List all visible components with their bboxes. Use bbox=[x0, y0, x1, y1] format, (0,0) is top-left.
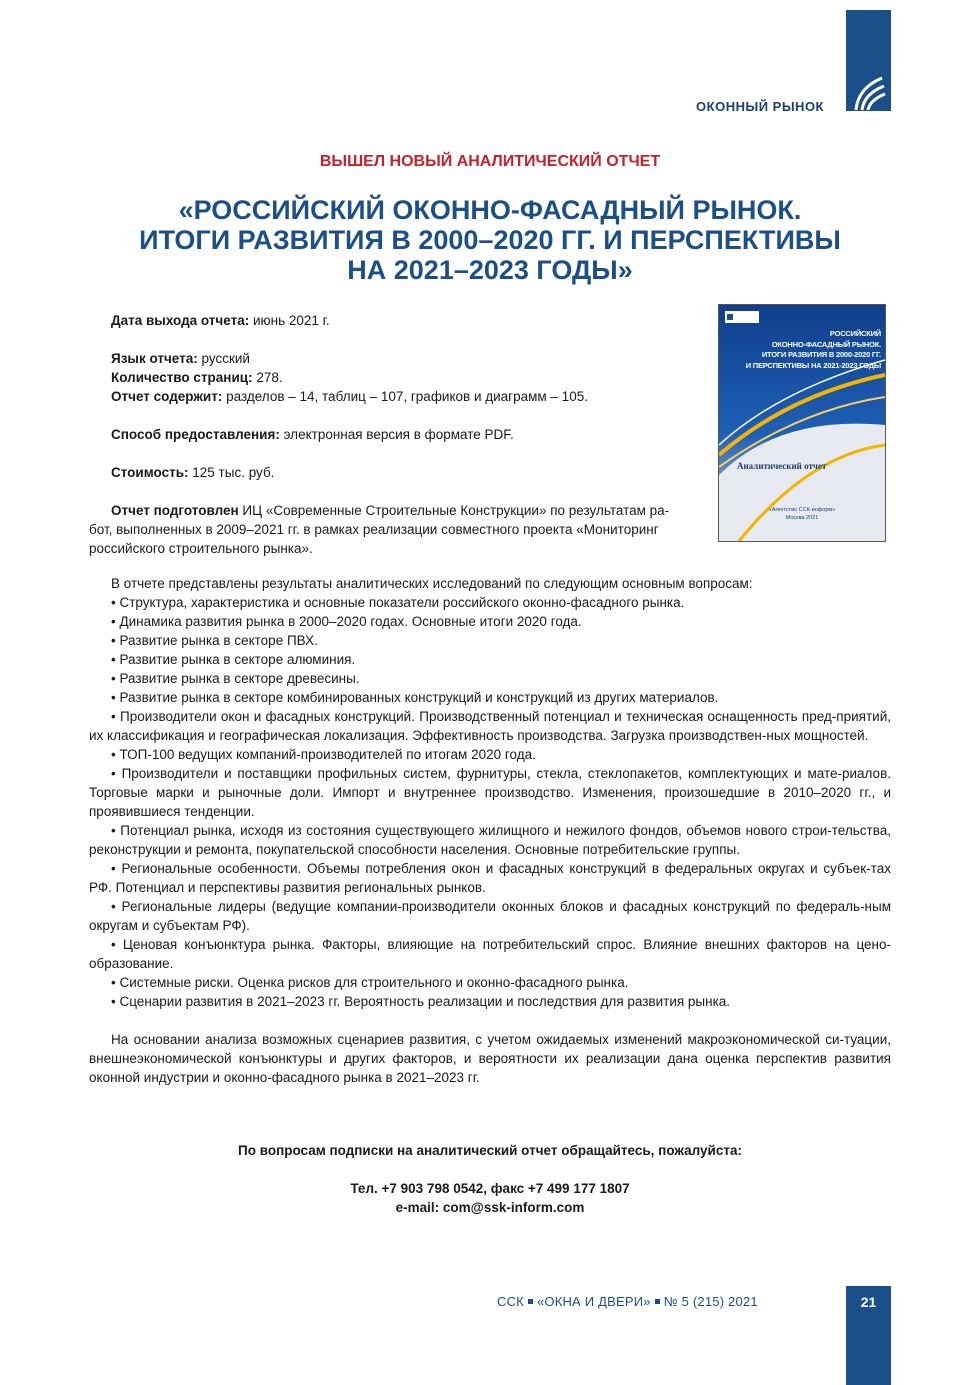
page-count-label: Количество страниц: bbox=[111, 370, 253, 385]
footer-issue: № 5 (215) 2021 bbox=[663, 1294, 758, 1309]
topic-item: • Развитие рынка в секторе ПВХ. bbox=[111, 633, 318, 648]
delivery-method-label: Способ предоставления: bbox=[111, 427, 280, 442]
footer-tab bbox=[846, 1286, 891, 1385]
topic-item: • Ценовая конъюнктура рынка. Факторы, влияющие на потребительский спрос. Влияние внешних факторов на цено-образование. bbox=[89, 937, 891, 971]
topics-list bbox=[89, 593, 891, 1011]
cover-title bbox=[746, 329, 881, 371]
topic-item: • Развитие рынка в секторе алюминия. bbox=[111, 652, 356, 667]
prepared-by-value: ИЦ «Современные Строительные Конструкции» по результатам ра- bbox=[238, 503, 670, 518]
topic-item: • Производители окон и фасадных конструкций. Производственный потенциал и техническая оснащенность пред-приятий, их классификация и географическая локализация. Эффективность производства. Загрузка производствен-ных мощностей. bbox=[89, 709, 891, 743]
headline bbox=[60, 195, 920, 285]
section-title: ОКОННЫЙ РЫНОК bbox=[696, 99, 824, 114]
topics-intro: В отчете представлены результаты аналитических исследований по следующим основным вопросам: bbox=[111, 576, 753, 591]
cover-publisher bbox=[719, 506, 885, 522]
headline-line: НА 2021–2023 ГОДЫ» bbox=[347, 255, 633, 285]
conclusion: На основании анализа возможных сценариев развития, с учетом ожидаемых изменений макроэкономической си-туации, внешнеэкономической конъюнктуры и других факторов, и вероятности их реализации дана оценка перспектив развития оконной индустрии и оконно-фасадного рынка в 2021–2023 гг. bbox=[89, 1032, 891, 1085]
topic-item: • Развитие рынка в секторе древесины. bbox=[111, 671, 360, 686]
prepared-by-line: бот, выполненных в 2009–2021 гг. в рамках реализации совместного проекта «Мониторинг bbox=[89, 522, 659, 537]
release-date-value: июнь 2021 г. bbox=[249, 313, 330, 328]
topic-item: • Сценарии развития в 2021–2023 гг. Вероятность реализации и последствия для развития рынка. bbox=[111, 994, 731, 1009]
report-contents bbox=[89, 387, 699, 406]
headline-line: «РОССИЙСКИЙ ОКОННО-ФАСАДНЫЙ РЫНОК. bbox=[178, 195, 802, 225]
prepared-by-label: Отчет подготовлен bbox=[111, 503, 239, 518]
cover-title-line: РОССИЙСКИЙ bbox=[829, 329, 881, 338]
kicker: ВЫШЕЛ НОВЫЙ АНАЛИТИЧЕСКИЙ ОТЧЕТ bbox=[319, 153, 661, 170]
ssk-logo-icon bbox=[852, 70, 886, 114]
cover-subtitle: Аналитический отчет bbox=[737, 461, 827, 471]
square-bullet-icon bbox=[655, 1299, 660, 1304]
contact-prompt: По вопросам подписки на аналитический отчет обращайтесь, пожалуйста: bbox=[238, 1143, 742, 1158]
footer-publisher: ССК bbox=[497, 1294, 524, 1309]
cover-city-year: Москва 2021 bbox=[785, 515, 819, 521]
header-tab bbox=[846, 10, 891, 111]
square-bullet-icon bbox=[528, 1299, 533, 1304]
release-date bbox=[89, 311, 699, 330]
page-count bbox=[89, 368, 699, 387]
topic-item: • Структура, характеристика и основные показатели российского оконно-фасадного рынка. bbox=[111, 595, 685, 610]
price-label: Стоимость: bbox=[111, 465, 189, 480]
footer-publication bbox=[497, 1294, 758, 1309]
report-cover-image bbox=[718, 304, 886, 542]
delivery-method bbox=[89, 425, 699, 444]
topic-item: • Динамика развития рынка в 2000–2020 годах. Основные итоги 2020 года. bbox=[111, 614, 582, 629]
topic-item: • Потенциал рынка, исходя из состояния существующего жилищного и нежилого фондов, объемов нового строи-тельства, реконструкции и ремонта, покупательской способности населения. Основные потребительские группы. bbox=[89, 823, 891, 857]
page-count-value: 278. bbox=[252, 370, 283, 385]
cover-title-line: ИТОГИ РАЗВИТИЯ В 2000-2020 ГГ. bbox=[761, 350, 881, 359]
report-language-label: Язык отчета: bbox=[111, 351, 198, 366]
report-language-value: русский bbox=[197, 351, 250, 366]
delivery-method-value: электронная версия в формате PDF. bbox=[279, 427, 514, 442]
report-language bbox=[89, 349, 699, 368]
prepared-by bbox=[89, 501, 699, 520]
report-meta bbox=[89, 311, 699, 558]
footer-magazine: «ОКНА И ДВЕРИ» bbox=[536, 1294, 651, 1309]
topic-item: • Производители и поставщики профильных систем, фурнитуры, стекла, стеклопакетов, комплектующих и мате-риалов. Торговые марки и рыночные доли. Импорт и внутреннее производство. Изменения, произошедшие в 2010–2020 гг., и проявившиеся тенденции. bbox=[89, 766, 891, 819]
cover-title-line: И ПЕРСПЕКТИВЫ НА 2021-2023 ГОДЫ bbox=[745, 360, 881, 370]
topic-item: • Региональные особенности. Объемы потребления окон и фасадных конструкций в федеральных округах и субъек-тах РФ. Потенциал и перспективы развития региональных рынков. bbox=[89, 861, 891, 895]
release-date-label: Дата выхода отчета: bbox=[111, 313, 250, 328]
contact-email[interactable]: e-mail: com@ssk-inform.com bbox=[395, 1200, 585, 1215]
report-contents-value: разделов – 14, таблиц – 107, графиков и диаграмм – 105. bbox=[222, 389, 588, 404]
topic-item: • Региональные лидеры (ведущие компании-производители оконных блоков и фасадных конструкций по федераль-ным округам и субъектам РФ). bbox=[89, 899, 891, 933]
headline-line: ИТОГИ РАЗВИТИЯ В 2000–2020 ГГ. И ПЕРСПЕКТИВЫ bbox=[139, 225, 841, 255]
report-contents-label: Отчет содержит: bbox=[111, 389, 223, 404]
topics-section bbox=[89, 574, 891, 1087]
page-number: 21 bbox=[860, 1294, 877, 1310]
cover-title-line: ОКОННО-ФАСАДНЫЙ РЫНОК. bbox=[771, 339, 881, 349]
topic-item: • Системные риски. Оценка рисков для строительного и оконно-фасадного рынка. bbox=[111, 975, 629, 990]
prepared-by-line: российского строительного рынка». bbox=[89, 541, 313, 556]
contact-phone: Тел. +7 903 798 0542, факс +7 499 177 1807 bbox=[350, 1181, 630, 1196]
price-value: 125 тыс. руб. bbox=[188, 465, 275, 480]
topic-item: • Развитие рынка в секторе комбинированных конструкций и конструкций из других материалов. bbox=[111, 690, 719, 705]
price bbox=[89, 463, 699, 482]
topic-item: • ТОП-100 ведущих компаний-производителей по итогам 2020 года. bbox=[111, 747, 536, 762]
cover-agency: «Агентство ССК-информ» bbox=[768, 507, 836, 513]
